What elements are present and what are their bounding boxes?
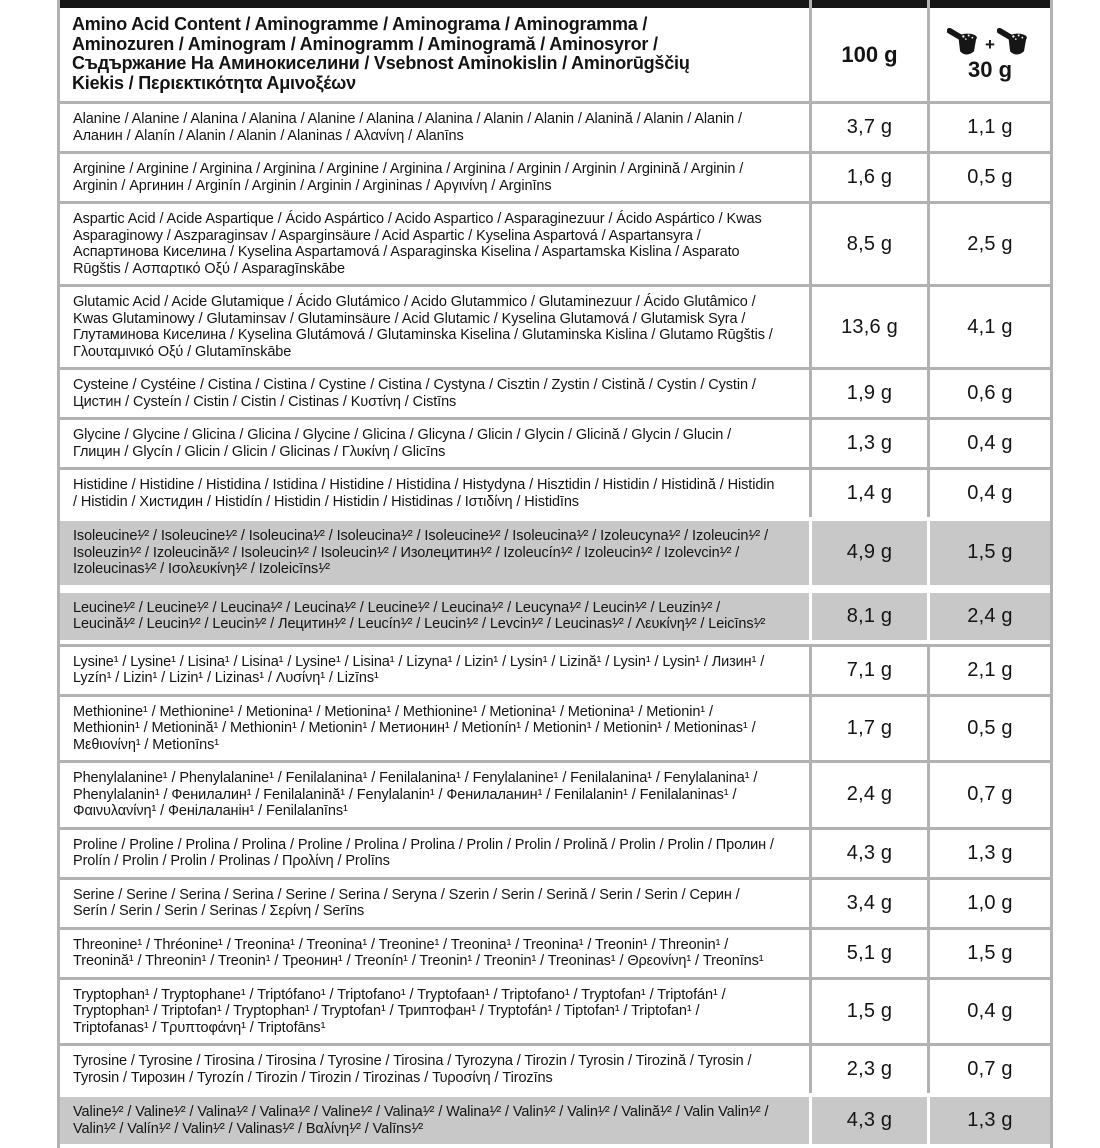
amino-acid-name: Leucine¹⁄² / Leucine¹⁄² / Leucina¹⁄² / Leucina¹⁄² / Leucine¹⁄² / Leucina¹⁄² / Leucyna¹⁄² / Leucin¹⁄² / Leuzin¹⁄² / Leucină¹⁄² / Leucin¹⁄² / Leucin¹⁄² / Лецитин¹⁄² / Leucín¹⁄² / Leucin¹⁄² / Levcin¹⁄² / Leucinas¹⁄² / Λευκίνη¹⁄² / Leicīns¹⁄²: [60, 593, 809, 640]
value-per-100g: 1,7 g: [812, 697, 927, 761]
value-per-100g: 4,9 g: [812, 521, 927, 585]
amino-acid-name: Isoleucine¹⁄² / Isoleucine¹⁄² / Isoleucina¹⁄² / Isoleucina¹⁄² / Isoleucine¹⁄² / Isoleucina¹⁄² / Izoleucyna¹⁄² / Izoleucin¹⁄² / Isoleuzin¹⁄² / Izoleucină¹⁄² / Isoleucin¹⁄² / Isoleucin¹⁄² / Изолецитин¹⁄² / Izoleucín¹⁄² / Izoleucin¹⁄² / Izolevcin¹⁄² / Izoleucinas¹⁄² / Ισολευκίνη¹⁄² / Izoleicīns¹⁄²: [60, 521, 809, 585]
value-per-100g: 7,1 g: [812, 647, 927, 694]
value-per-100g: 4,3 g: [812, 830, 927, 877]
table-row: [60, 827, 1050, 877]
table-row: [60, 977, 1050, 1044]
value-per-100g: 8,1 g: [812, 593, 927, 640]
table-row: [60, 760, 1050, 827]
amino-acid-name: Glycine / Glycine / Glicina / Glicina / Glycine / Glicina / Glicyna / Glicin / Glycin / Glicină / Glycin / Glucin / Глицин / Glycín / Glicin / Glicin / Glicinas / Γλυκίνη / Glicīns: [60, 420, 809, 467]
value-per-100g: 2,4 g: [812, 763, 927, 827]
value-per-100g: 1,4 g: [812, 470, 927, 517]
value-per-30g: 1,5 g: [930, 521, 1050, 585]
value-per-100g: 5,1 g: [812, 930, 927, 977]
value-per-30g: 4,1 g: [930, 287, 1050, 367]
amino-acid-name: Lysine¹ / Lysine¹ / Lisina¹ / Lisina¹ / Lysine¹ / Lisina¹ / Lizyna¹ / Lizin¹ / Lysin¹ / Lizină¹ / Lysin¹ / Lysin¹ / Лизин¹ / Lyzín¹ / Lizin¹ / Lizin¹ / Lizinas¹ / Λυσίνη¹ / Lizīns¹: [60, 647, 809, 694]
value-per-100g: 1,6 g: [812, 154, 927, 201]
amino-acid-name: Arginine / Arginine / Arginina / Arginina / Arginine / Arginina / Arginina / Arginin / Arginin / Arginină / Arginin / Arginin / Аргинин / Arginín / Arginin / Arginin / Argininas / Αργινίνη / Arginīns: [60, 154, 809, 201]
value-per-30g: 0,5 g: [930, 697, 1050, 761]
amino-acid-table: [57, 0, 1053, 1148]
amino-acid-name: Aspartic Acid / Acide Aspartique / Ácido Aspártico / Acido Aspartico / Asparaginezuur / Ácido Aspártico / Kwas Asparaginowy / Aszparaginsav / Asparginsäure / Acid Aspartic / Kyselina Aspartová / Aspartansyra / Аспартинова Киселина / Kyselina Aspartamová / Asparaginska Kiselina / Aspartamska Kislina / Asparato Rūgštis / Ασπαρτικό Οξύ / Asparagīnskābe: [60, 204, 809, 284]
table-row: [60, 201, 1050, 284]
table-body: [60, 101, 1050, 1148]
amino-acid-name: Serine / Serine / Serina / Serina / Serine / Serina / Seryna / Szerin / Serin / Serină / Serin / Serin / Серин / Serín / Serin / Serin / Serinas / Σερίνη / Serīns: [60, 880, 809, 927]
amino-acid-name: Cysteine / Cystéine / Cistina / Cistina / Cystine / Cistina / Cystyna / Cisztin / Zystin / Cistină / Cystin / Cystin / Цистин / Cysteín / Cistin / Cistin / Cistinas / Κυστίνη / Cistīns: [60, 370, 809, 417]
table-row: [60, 644, 1050, 694]
amino-acid-name: Histidine / Histidine / Histidina / Istidina / Histidine / Histidina / Histydyna / Hisztidin / Histidin / Histidină / Histidin / Histidin / Хистидин / Histidín / Histidin / Histidin / Histidinas / Ιστιδίνη / Histidīns: [60, 470, 809, 517]
value-per-100g: 13,6 g: [812, 287, 927, 367]
table-row: [60, 151, 1050, 201]
value-per-100g: 1,9 g: [812, 370, 927, 417]
serving-size-label: 30 g: [967, 56, 1013, 82]
table-row: [60, 927, 1050, 977]
value-per-30g: 2,4 g: [930, 593, 1050, 640]
table-row: [60, 1043, 1050, 1093]
amino-acid-name: Methionine¹ / Methionine¹ / Metionina¹ / Metionina¹ / Methionine¹ / Metionina¹ / Metionina¹ / Metionin¹ / Methionin¹ / Metionină¹ / Methionin¹ / Metionin¹ / Метионин¹ / Metionín¹ / Metionin¹ / Metionin¹ / Metioninas¹ / Μεθιονίνη¹ / Metionīns¹: [60, 697, 809, 761]
value-per-30g: 1,0 g: [930, 880, 1050, 927]
table-row: [60, 367, 1050, 417]
value-per-100g: 3,7 g: [812, 104, 927, 151]
value-per-30g: 2,5 g: [930, 204, 1050, 284]
table-header: [60, 0, 1050, 101]
value-per-30g: 1,1 g: [930, 104, 1050, 151]
column-header-100g: 100 g: [812, 0, 927, 101]
value-per-30g: 2,1 g: [930, 647, 1050, 694]
value-per-30g: 0,4 g: [930, 980, 1050, 1044]
scoops-illustration: [947, 27, 1033, 59]
amino-acid-name: Tryptophan¹ / Tryptophane¹ / Triptófano¹ / Triptofano¹ / Tryptofaan¹ / Triptofano¹ / Tryptofan¹ / Triptofán¹ / Tryptophan¹ / Triptofan¹ / Tryptophan¹ / Tryptofan¹ / Триптофан¹ / Tryptofán¹ / Tiptofan¹ / Triptofan¹ / Triptofanas¹ / Τρυπτοφάνη¹ / Triptofāns¹: [60, 980, 809, 1044]
amino-acid-name: Valine¹⁄² / Valine¹⁄² / Valina¹⁄² / Valina¹⁄² / Valine¹⁄² / Valina¹⁄² / Walina¹⁄² / Valin¹⁄² / Valin¹⁄² / Valină¹⁄² / Valin Valin¹⁄² / Valin¹⁄² / Valín¹⁄² / Valin¹⁄² / Valinas¹⁄² / Βαλίνη¹⁄² / Valīns¹⁄²: [60, 1097, 809, 1144]
value-per-100g: 1,3 g: [812, 420, 927, 467]
value-per-30g: 0,6 g: [930, 370, 1050, 417]
table-row: [60, 417, 1050, 467]
amino-acid-name: Phenylalanine¹ / Phenylalanine¹ / Fenilalanina¹ / Fenilalanina¹ / Fenylalanine¹ / Fenilalanina¹ / Fenylalanina¹ / Phenylalanin¹ / Фенилалин¹ / Fenilalanină¹ / Fenylalanin¹ / Фенилаланин¹ / Fenilalanin¹ / Fenilalaninas¹ / Φαινυλανίνη¹ / Фенілаланін¹ / Fenilalanīns¹: [60, 763, 809, 827]
table-row: [60, 101, 1050, 151]
table-row: [60, 877, 1050, 927]
table-row: [60, 284, 1050, 367]
measuring-scoop-icon: [997, 27, 1033, 59]
table-row: [60, 467, 1050, 517]
table-row: [60, 1093, 1050, 1148]
value-per-30g: 1,3 g: [930, 830, 1050, 877]
measuring-scoop-icon: [947, 27, 983, 59]
value-per-30g: 0,7 g: [930, 763, 1050, 827]
amino-acid-name: Threonine¹ / Thréonine¹ / Treonina¹ / Treonina¹ / Treonine¹ / Treonina¹ / Treonina¹ / Treonin¹ / Threonin¹ / Treonină¹ / Threonin¹ / Treonin¹ / Треонин¹ / Treonín¹ / Treonin¹ / Treonin¹ / Treoninas¹ / Θρεονίνη¹ / Treonīns¹: [60, 930, 809, 977]
value-per-100g: 3,4 g: [812, 880, 927, 927]
value-per-30g: 0,5 g: [930, 154, 1050, 201]
value-per-100g: 1,5 g: [812, 980, 927, 1044]
value-per-30g: 1,5 g: [930, 930, 1050, 977]
value-per-100g: 2,3 g: [812, 1046, 927, 1093]
value-per-30g: 0,7 g: [930, 1046, 1050, 1093]
amino-acid-name: Proline / Proline / Prolina / Prolina / Proline / Prolina / Prolina / Prolin / Prolin / Prolină / Prolin / Prolin / Пролин / Prolín / Prolin / Prolin / Prolinas / Προλίνη / Prolīns: [60, 830, 809, 877]
amino-acid-name: Tyrosine / Tyrosine / Tirosina / Tirosina / Tyrosine / Tirosina / Tyrozyna / Tirozin / Tyrosin / Tirozină / Tyrosin / Tyrosin / Тирозин / Tyrozín / Tirozin / Tirozin / Tirozinas / Τυροσίνη / Tirozīns: [60, 1046, 809, 1093]
value-per-30g: 0,4 g: [930, 470, 1050, 517]
plus-sign: +: [985, 35, 995, 54]
value-per-30g: 0,4 g: [930, 420, 1050, 467]
column-header-30g: [930, 0, 1050, 101]
table-row: [60, 517, 1050, 589]
table-row: [60, 589, 1050, 644]
table-title: Amino Acid Content / Aminogramme / Aminograma / Aminogramma / Aminozuren / Aminogram / Aminogramm / Aminogramă / Aminosyror / Съдържание На Аминокиселини / Vsebnost Aminokislin / Aminorūgščių Kiekis / Περιεκτικότητα Αμινοξέων: [60, 0, 809, 101]
value-per-100g: 8,5 g: [812, 204, 927, 284]
value-per-100g: 4,3 g: [812, 1097, 927, 1144]
table-row: [60, 694, 1050, 761]
amino-acid-name: Glutamic Acid / Acide Glutamique / Ácido Glutámico / Acido Glutammico / Glutaminezuur / Ácido Glutâmico / Kwas Glutaminowy / Glutaminsav / Glutaminsäure / Acid Glutamic / Kyselina Glutamová / Glutamisk Syra / Глутаминова Киселина / Kyselina Glutámová / Glutaminska Kiselina / Glutaminska Kislina / Glutamo Rūgštis / Γλουταμινικό Οξύ / Glutamīnskābe: [60, 287, 809, 367]
amino-acid-name: Alanine / Alanine / Alanina / Alanina / Alanine / Alanina / Alanina / Alanin / Alanin / Alanină / Alanin / Alanin / Аланин / Alanín / Alanin / Alanin / Alaninas / Αλανίνη / Alanīns: [60, 104, 809, 151]
value-per-30g: 1,3 g: [930, 1097, 1050, 1144]
